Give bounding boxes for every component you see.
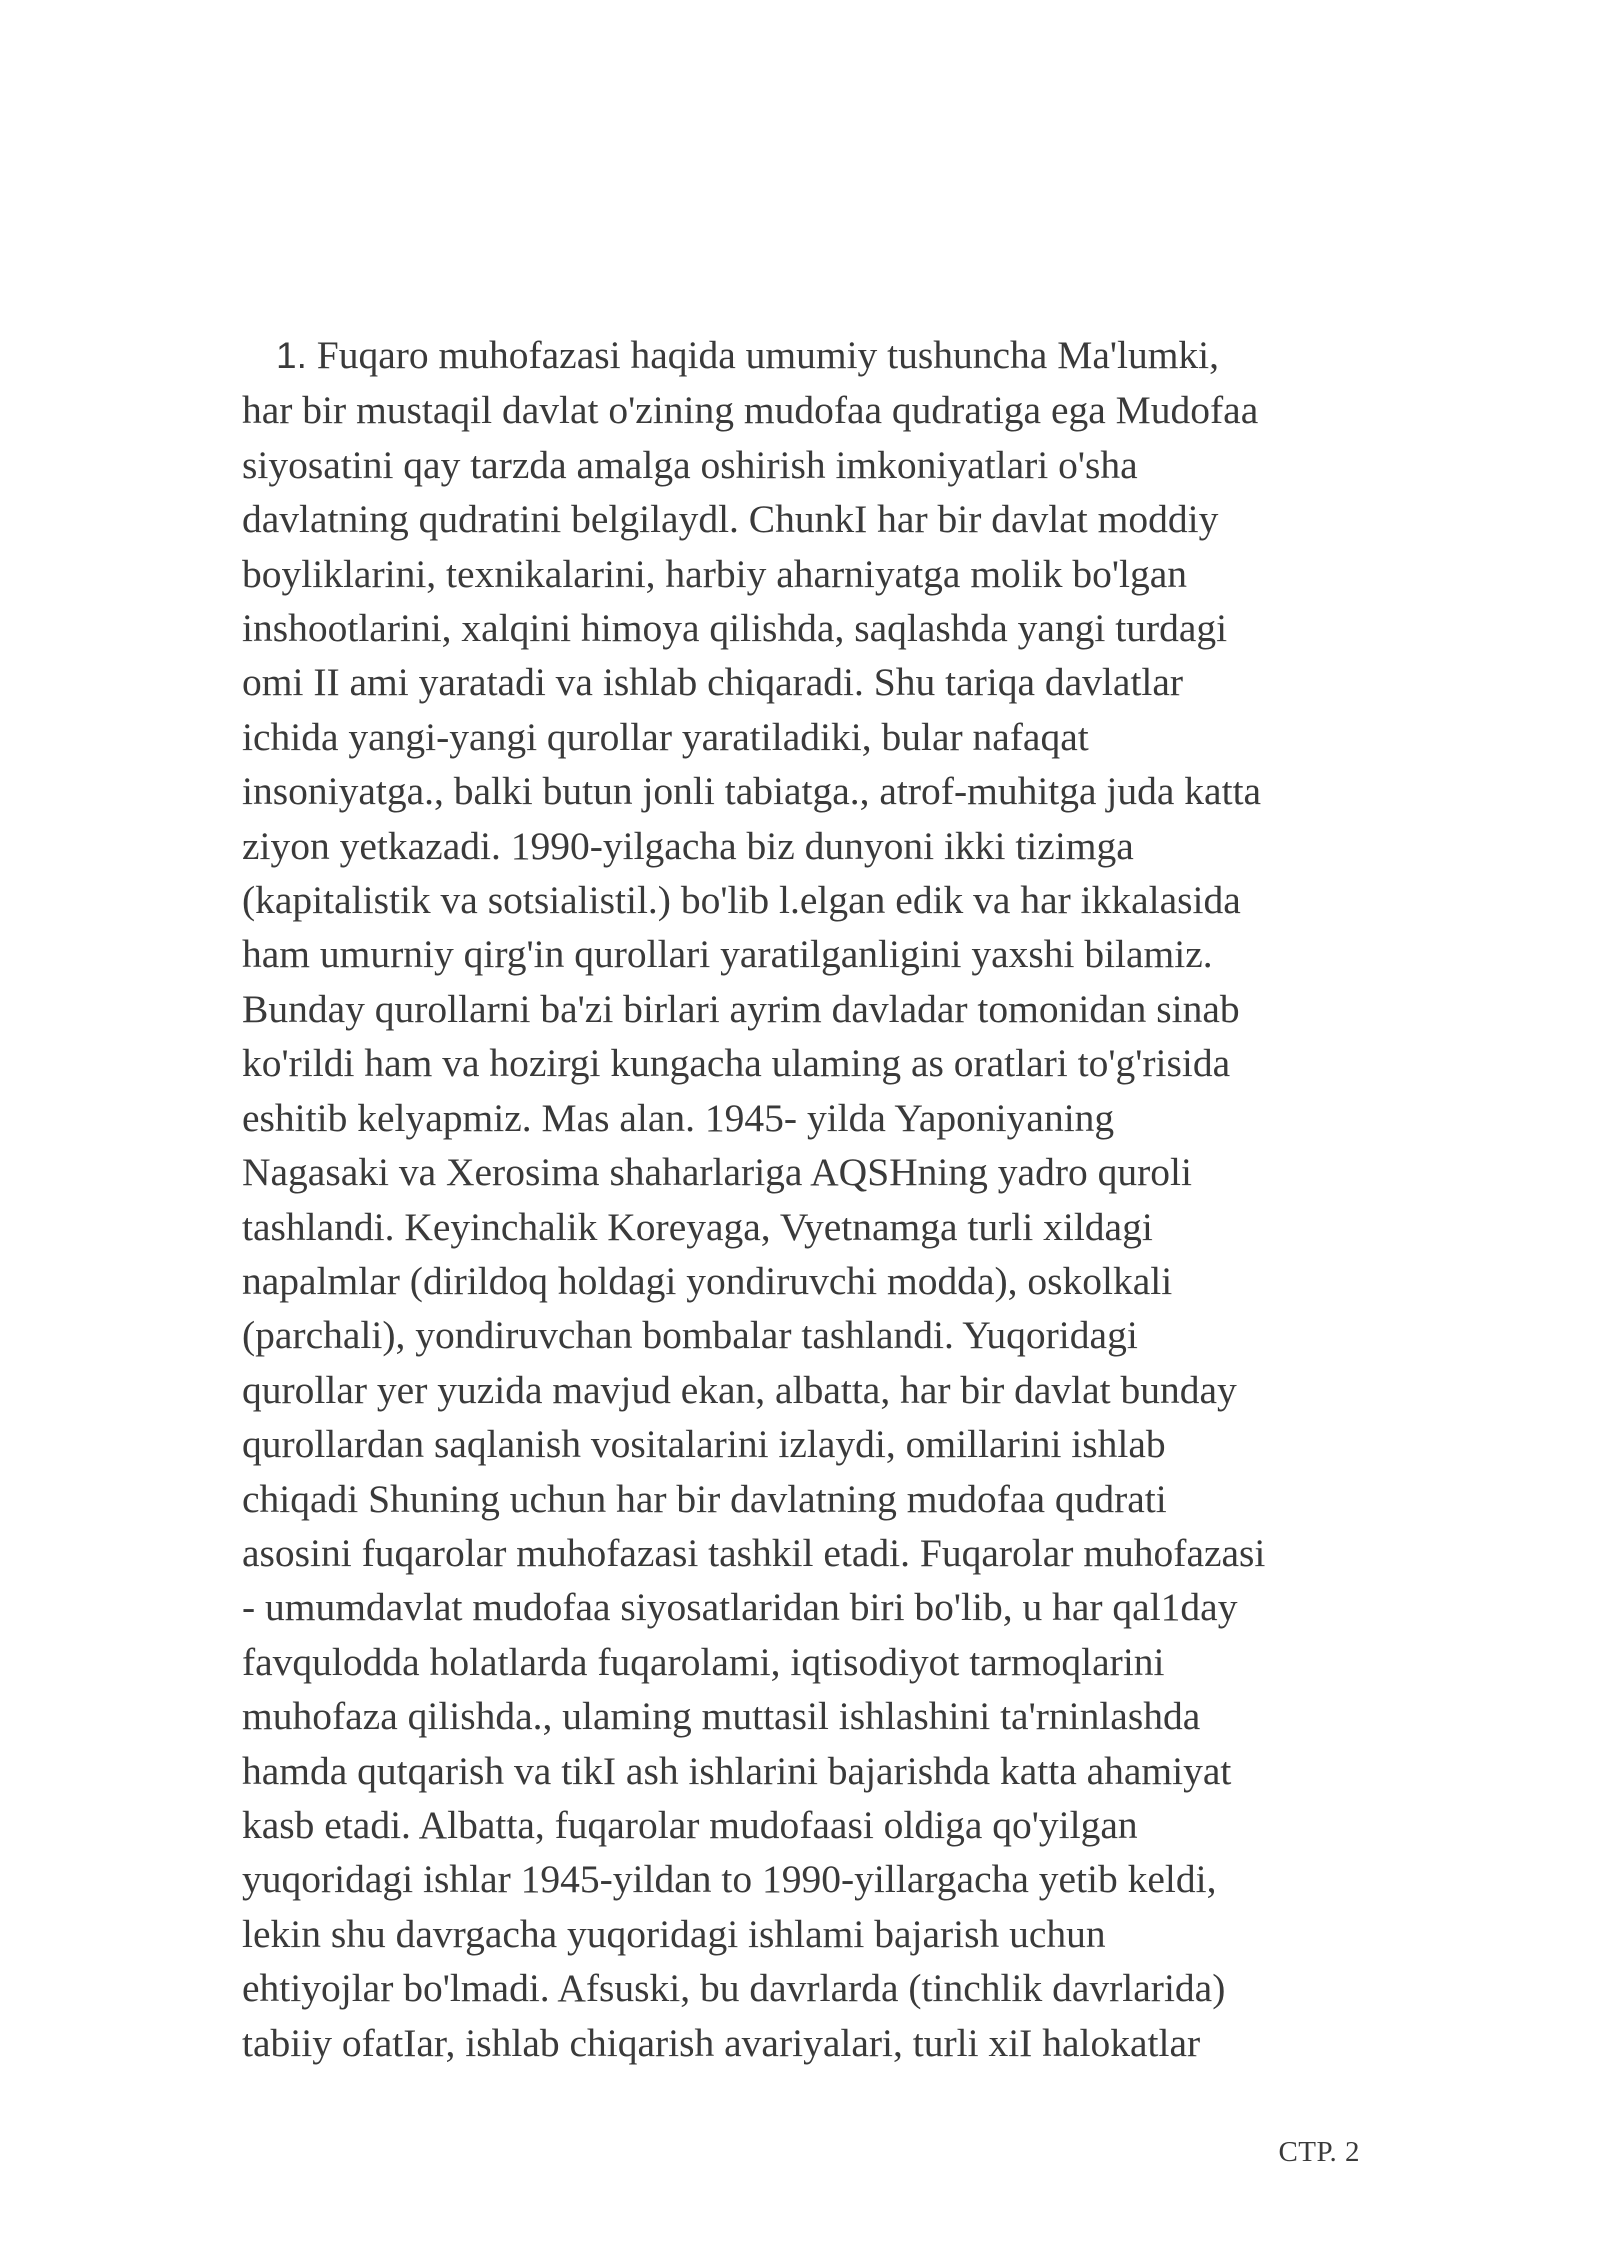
page-number: СТР. 2 [1278, 2136, 1360, 2168]
text-line-content: Fuqaro muhofazasi haqida umumiy tushuncha Ma'lumki, [316, 333, 1220, 377]
text-line: chiqadi Shuning uchun har bir davlatning mudofaa qudrati [242, 1476, 1167, 1521]
text-line: inshootlarini, xalqini himoya qilishda, saqlashda yangi turdagi [242, 606, 1228, 651]
text-line: lekin shu davrgacha yuqoridagi ishlami bajarish uchun [242, 1911, 1106, 1956]
text-line: yuqoridagi ishlar 1945-yildan to 1990-yillargacha yetib keldi, [242, 1857, 1217, 1902]
list-number: 1. [276, 335, 307, 376]
text-line: omi II ami yaratadi va ishlab chiqaradi. Shu tariqa davlatlar [242, 660, 1184, 705]
text-line: ham umurniy qirg'in qurollari yaratilganligini yaxshi bilamiz. [242, 932, 1213, 977]
text-line: (parchali), yondiruvchan bombalar tashlandi. Yuqoridagi [242, 1313, 1138, 1358]
text-line: muhofaza qilishda., ulaming muttasil ishlashini ta'rninlashda [242, 1694, 1201, 1739]
text-line: davlatning qudratini belgilaydl. ChunkI har bir davlat moddiy [242, 497, 1219, 542]
text-line: insoniyatga., balki butun jonli tabiatga., atrof-muhitga juda katta [242, 769, 1262, 814]
text-line: Nagasaki va Xerosima shaharlariga AQSHning yadro quroli [242, 1150, 1192, 1195]
text-line [242, 328, 1372, 383]
text-line: ziyon yetkazadi. 1990-yilgacha biz dunyoni ikki tizimga [242, 823, 1134, 868]
text-line: - umumdavlat mudofaa siyosatlaridan biri bo'lib, u har qal1day [242, 1585, 1238, 1630]
text-line: har bir mustaqil davlat o'zining mudofaa qudratiga ega Mudofaa [242, 388, 1259, 433]
text-line: favqulodda holatlarda fuqarolami, iqtisodiyot tarmoqlarini [242, 1639, 1165, 1684]
text-line: Bunday qurollarni ba'zi birlari ayrim davladar tomonidan sinab [242, 986, 1240, 1031]
body-text [242, 328, 1372, 2070]
text-line: siyosatini qay tarzda amalga oshirish imkoniyatlari o'sha [242, 442, 1138, 487]
text-line: eshitib kelyapmiz. Mas alan. 1945- yilda Yaponiyaning [242, 1095, 1115, 1140]
text-line: qurollardan saqlanish vositalarini izlaydi, omillarini ishlab [242, 1422, 1166, 1467]
text-line: (kapitalistik va sotsialistil.) bo'lib l.elgan edik va har ikkalasida [242, 878, 1241, 923]
text-line: ko'rildi ham va hozirgi kungacha ulaming as oratlari to'g'risida [242, 1041, 1231, 1086]
text-line: kasb etadi. Albatta, fuqarolar mudofaasi oldiga qo'yilgan [242, 1802, 1138, 1847]
text-line: tashlandi. Keyinchalik Koreyaga, Vyetnamga turli xildagi [242, 1204, 1153, 1249]
text-line: ichida yangi-yangi qurollar yaratiladiki, bular nafaqat [242, 714, 1089, 759]
text-line: tabiiy ofatIar, ishlab chiqarish avariyalari, turli xiI halokatlar [242, 2020, 1201, 2065]
text-line: napalmlar (dirildoq holdagi yondiruvchi modda), oskolkali [242, 1258, 1173, 1303]
text-line: hamda qutqarish va tikI ash ishlarini bajarishda katta ahamiyat [242, 1748, 1232, 1793]
text-line: ehtiyojlar bo'lmadi. Afsuski, bu davrlarda (tinchlik davrlarida) [242, 1966, 1226, 2011]
text-line: boyliklarini, texnikalarini, harbiy aharniyatga molik bo'lgan [242, 551, 1187, 596]
text-line: asosini fuqarolar muhofazasi tashkil etadi. Fuqarolar muhofazasi [242, 1530, 1266, 1575]
text-line: qurollar yer yuzida mavjud ekan, albatta, har bir davlat bunday [242, 1367, 1237, 1412]
